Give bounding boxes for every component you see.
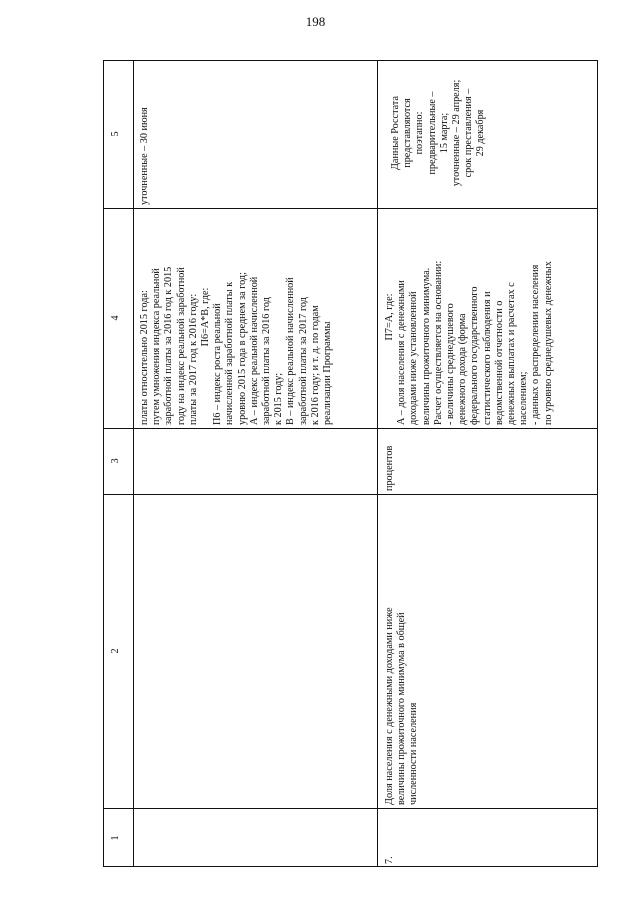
method-line: - величины среднедушевого: [445, 303, 457, 425]
row-7-indicator-cell: [384, 499, 421, 805]
unit-text: процентов: [384, 445, 395, 491]
source-line: 15 марта;: [438, 112, 450, 154]
table-border-bottom: [103, 866, 598, 867]
formula-line: заработной платы за 2016 год: [261, 297, 273, 425]
formula-line: уровню 2015 года в среднем за год;: [236, 272, 248, 425]
continued-formula-cell: [139, 209, 334, 425]
method-line: статистического наблюдения и: [481, 291, 493, 425]
source-line: представляются: [402, 98, 414, 168]
indicator-line: Доля населения с денежными доходами ниже: [384, 607, 395, 805]
source-line: срок преставления –: [463, 88, 475, 178]
method-line: по уровню среднедушевых денежных: [542, 261, 554, 425]
source-line: предварительные –: [426, 91, 438, 175]
method-line: населением;: [518, 371, 530, 425]
formula-line: платы за 2017 год к 2016 году:: [187, 293, 199, 425]
formula-line: А – индекс реальной начисленной: [248, 276, 260, 425]
period-text: уточненные – 30 июня: [139, 107, 150, 205]
row-7-method-cell: [384, 209, 555, 425]
source-line: 29 декабря: [475, 109, 487, 157]
formula-line: В – индекс реальной начисленной: [285, 277, 297, 425]
header-divider: [133, 60, 134, 867]
column-divider-2-3: [103, 494, 598, 495]
formula-line: путем умножения индекса реальной: [151, 268, 163, 425]
formula-line: платы относительно 2015 года:: [139, 290, 150, 425]
formula-line: П6 – индекс роста реальной: [212, 303, 224, 425]
source-line: поэтапно:: [414, 111, 426, 155]
method-line: - данных о распределении населения: [530, 264, 542, 425]
method-line: денежных выплатах и расчетах с: [506, 282, 518, 425]
page-number: 198: [305, 14, 326, 29]
formula-line: начисленной заработной платы к: [224, 281, 236, 425]
source-line: уточненные – 29 апреля;: [451, 79, 463, 187]
column-number-2: 2: [110, 648, 121, 654]
table-border-left: [103, 60, 104, 867]
formula-line: к 2016 году; и т. д. по годам: [309, 305, 321, 425]
column-divider-3-4: [103, 428, 598, 429]
method-line: денежного дохода (форма: [457, 313, 469, 425]
row-divider: [377, 60, 378, 867]
table-border-top: [103, 60, 598, 61]
formula-line: заработной платы за 2016 год к 2015: [163, 266, 175, 425]
column-number-5: 5: [110, 131, 121, 137]
table-border-right: [597, 60, 598, 867]
method-line: Расчет осуществляется на основании:: [432, 260, 444, 425]
formula-line: к 2015 году;: [273, 372, 285, 425]
method-line: ведомственной отчетности о: [493, 300, 505, 425]
column-number-4: 4: [110, 315, 121, 321]
method-line: величины прожиточного минимума.: [420, 267, 432, 425]
method-line: А – доля населения с денежными: [396, 280, 408, 425]
row-7-unit-cell: [384, 429, 396, 491]
indicator-line: численности населения: [408, 702, 420, 805]
method-line: федерального государственного: [469, 286, 481, 425]
method-line: П7=А, где:: [384, 293, 395, 341]
row-7-number: 7.: [384, 856, 395, 864]
indicator-line: величины прожиточного минимума в общей: [396, 612, 408, 805]
formula-line: году на индекс реальной заработной: [175, 267, 187, 425]
column-number-3: 3: [110, 458, 121, 464]
source-line: Данные Росстата: [390, 95, 401, 171]
column-divider-1-2: [103, 808, 598, 809]
continued-period-cell: [139, 61, 151, 205]
method-line: доходами ниже установленной: [408, 291, 420, 425]
formula-line: реализации Программы: [322, 321, 334, 425]
column-number-1: 1: [110, 835, 121, 841]
row-7-source-cell: [390, 61, 488, 205]
formula-line: заработной платы за 2017 год: [297, 297, 309, 425]
formula-line: П6=А*В, где:: [200, 287, 212, 347]
